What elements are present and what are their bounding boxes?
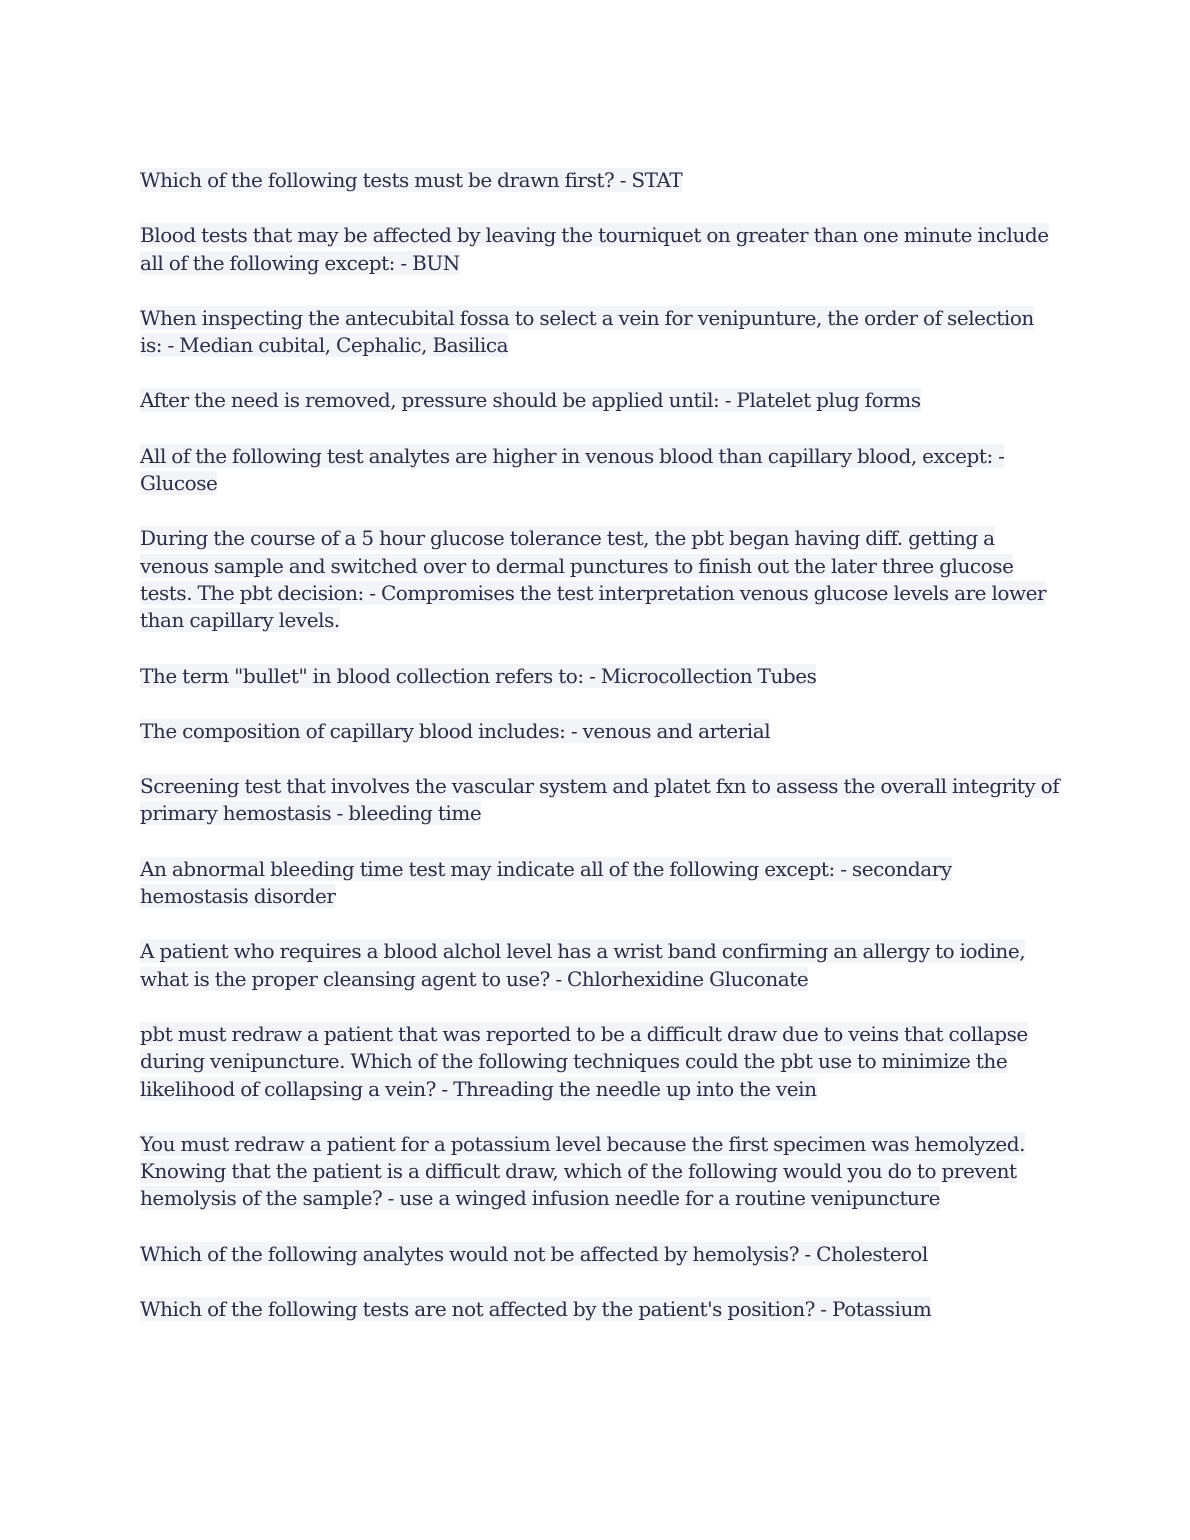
qa-text: Which of the following tests must be drawn first? - STAT [140, 168, 683, 192]
qa-item-15 [140, 1296, 1060, 1323]
qa-item-2 [140, 222, 1060, 277]
qa-text: All of the following test analytes are higher in venous blood than capillary blood, except: - Glucose [140, 443, 1005, 496]
qa-item-1 [140, 167, 1060, 194]
qa-text: During the course of a 5 hour glucose tolerance test, the pbt began having diff. getting a venous sample and switched over to dermal punctures to finish out the later three glucose tests. The pbt decision: - Compromises the test interpretation venous glucose levels are lower than capillary levels. [140, 526, 1047, 633]
qa-text: A patient who requires a blood alchol level has a wrist band confirming an allergy to iodine, what is the proper cleansing agent to use? - Chlorhexidine Gluconate [140, 939, 1026, 991]
qa-item-12 [140, 1021, 1060, 1103]
qa-item-13 [140, 1131, 1060, 1213]
qa-text: When inspecting the antecubital fossa to select a vein for venipunture, the order of selection is: - Median cubital, Cephalic, Basilica [140, 305, 1034, 358]
qa-item-3 [140, 305, 1060, 360]
qa-item-7 [140, 663, 1060, 690]
qa-text: After the need is removed, pressure should be applied until: - Platelet plug forms [140, 388, 921, 413]
qa-item-4 [140, 387, 1060, 414]
qa-item-6 [140, 525, 1060, 634]
qa-text: The term "bullet" in blood collection refers to: - Microcollection Tubes [140, 663, 817, 688]
qa-text: Screening test that involves the vascular system and platet fxn to assess the overall integrity of primary hemostasis - bleeding time [140, 774, 1060, 826]
qa-item-14 [140, 1241, 1060, 1268]
qa-item-10 [140, 856, 1060, 911]
qa-text: An abnormal bleeding time test may indicate all of the following except: - secondary hemostasis disorder [140, 856, 952, 909]
qa-item-8 [140, 718, 1060, 745]
qa-text: Blood tests that may be affected by leaving the tourniquet on greater than one minute include all of the following except: - BUN [140, 223, 1049, 275]
qa-item-9 [140, 773, 1060, 828]
qa-text: The composition of capillary blood includes: - venous and arterial [140, 718, 771, 743]
qa-text: Which of the following analytes would not be affected by hemolysis? - Cholesterol [140, 1241, 928, 1266]
qa-item-5 [140, 443, 1060, 498]
qa-item-11 [140, 938, 1060, 993]
qa-text: pbt must redraw a patient that was reported to be a difficult draw due to veins that collapse during venipuncture. Which of the following techniques could the pbt use to minimize the likelihood of collapsing a vein? - Threading the needle up into the vein [140, 1021, 1028, 1101]
qa-text: You must redraw a patient for a potassium level because the first specimen was hemolyzed. Knowing that the patient is a difficult draw, which of the following would you do to prevent hemolysis of the sample? - use a winged infusion needle for a routine venipuncture [140, 1131, 1025, 1211]
qa-list [140, 167, 1060, 1351]
qa-text: Which of the following tests are not affected by the patient's position? - Potassium [140, 1297, 932, 1322]
